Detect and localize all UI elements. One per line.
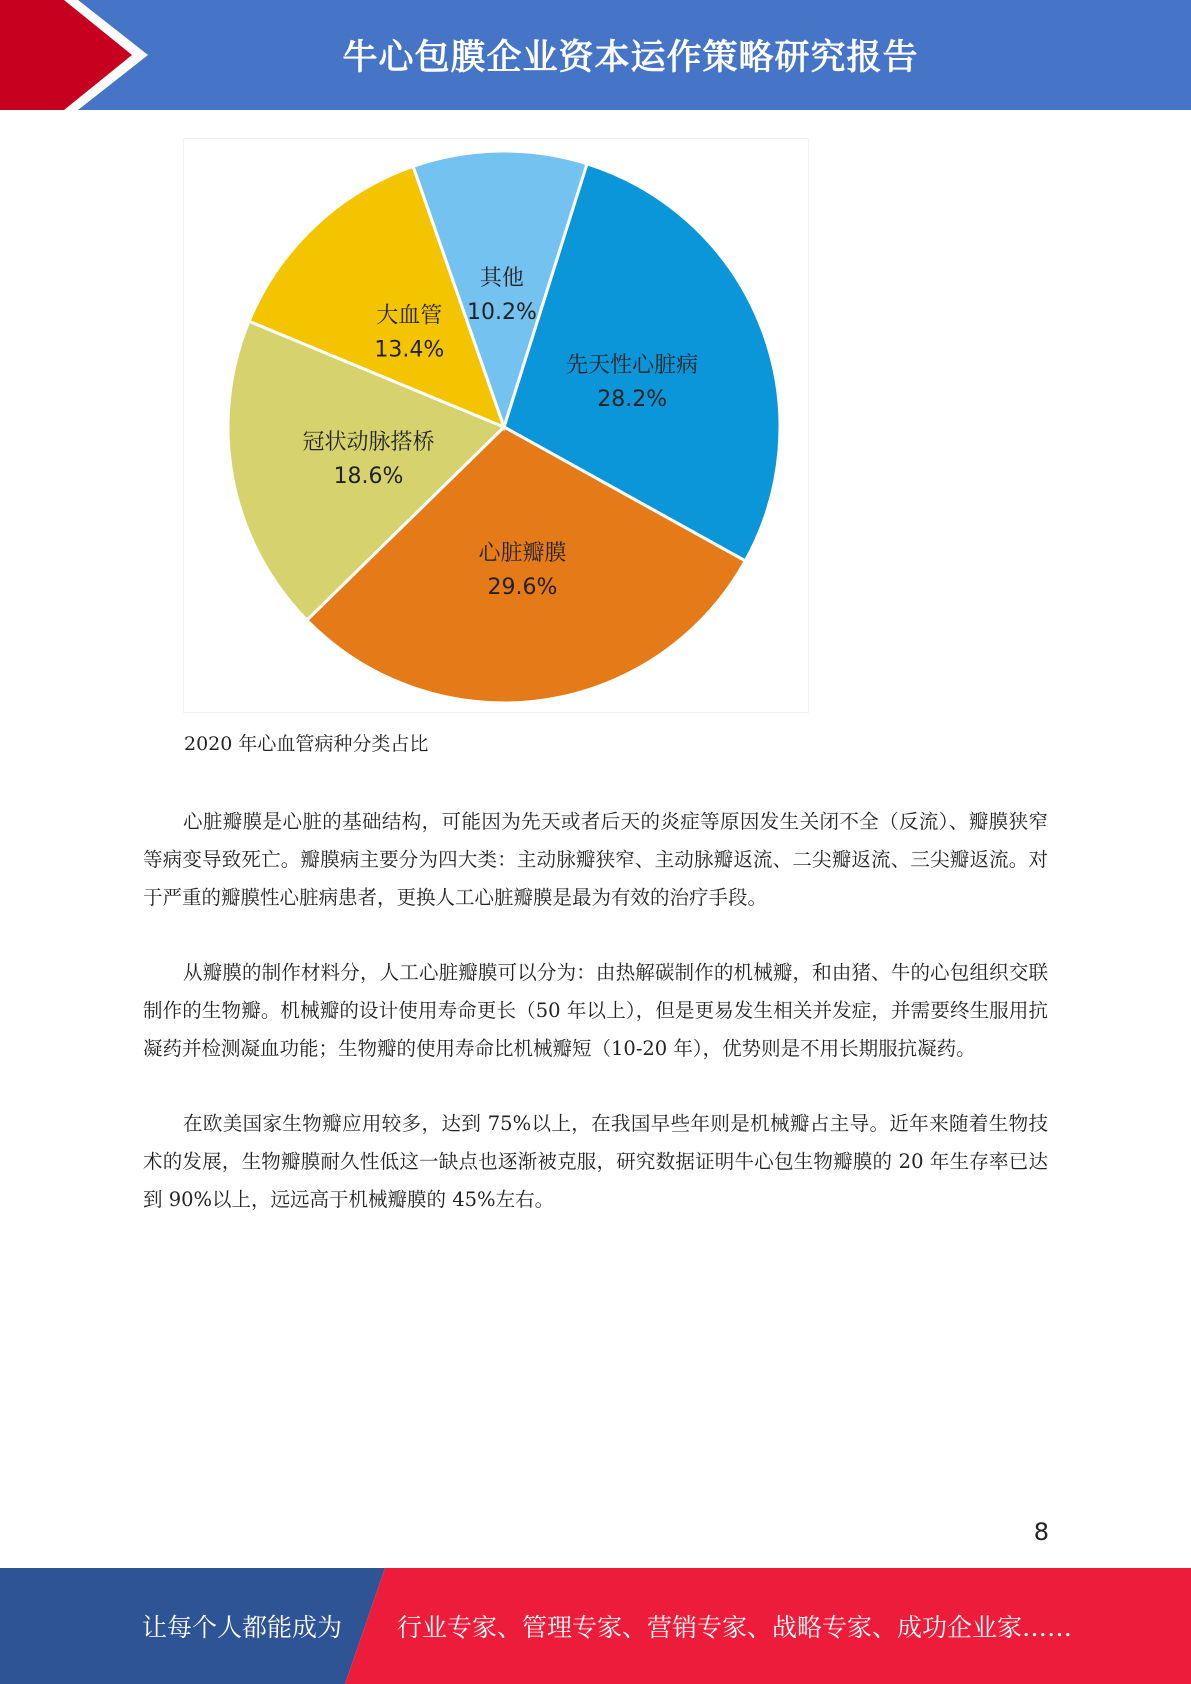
slice-value-great-vessels: 13.4% [374,337,445,363]
slice-label-great-vessels: 大血管 [376,303,443,329]
slice-value-congenital-heart-disease: 28.2% [597,386,668,412]
page-number: 8 [1033,1518,1049,1546]
slice-value-other: 10.2% [466,300,537,326]
slice-label-heart-valve: 心脏瓣膜 [478,540,567,566]
slice-label-other: 其他 [479,266,524,292]
page-footer [0,1568,1191,1684]
footer-slogan-right: 行业专家、管理专家、营销专家、战略专家、成功企业家…… [397,1613,1073,1642]
slice-label-congenital-heart-disease: 先天性心脏病 [566,352,699,378]
paragraph-2: 从瓣膜的制作材料分，人工心脏瓣膜可以分为：由热解碳制作的机械瓣，和由猪、牛的心包组织交联制作的生物瓣。机械瓣的设计使用寿命更长（50 年以上），但是更易发生相关并发症，并需要终生服用抗凝药并检测凝血功能；生物瓣的使用寿命比机械瓣短（10-20 年），优势则是不用长期服抗凝药。 [143,961,1048,1060]
page-header [0,0,1191,110]
paragraph-1: 心脏瓣膜是心脏的基础结构，可能因为先天或者后天的炎症等原因发生关闭不全（反流）、瓣膜狭窄等病变导致死亡。瓣膜病主要分为四大类：主动脉瓣狭窄、主动脉瓣返流、二尖瓣返流、三尖瓣返流。对于严重的瓣膜性心脏病患者，更换人工心脏瓣膜是最为有效的治疗手段。 [143,810,1048,909]
footer-slogan-left: 让每个人都能成为 [142,1613,343,1642]
paragraph-3: 在欧美国家生物瓣应用较多，达到 75%以上，在我国早些年则是机械瓣占主导。近年来随着生物技术的发展，生物瓣膜耐久性低这一缺点也逐渐被克服，研究数据证明牛心包生物瓣膜的 20 年生存率已达到 90%以上，远远高于机械瓣膜的 45%左右。 [143,1112,1048,1211]
report-title: 牛心包膜企业资本运作策略研究报告 [342,38,919,78]
slice-value-coronary-bypass: 18.6% [333,464,404,490]
pie-chart-svg [184,139,808,712]
pie-chart [183,138,809,713]
chart-caption: 2020 年心血管病种分类占比 [184,733,429,755]
slice-value-heart-valve: 29.6% [487,574,558,600]
slice-label-coronary-bypass: 冠状动脉搭桥 [302,430,435,456]
